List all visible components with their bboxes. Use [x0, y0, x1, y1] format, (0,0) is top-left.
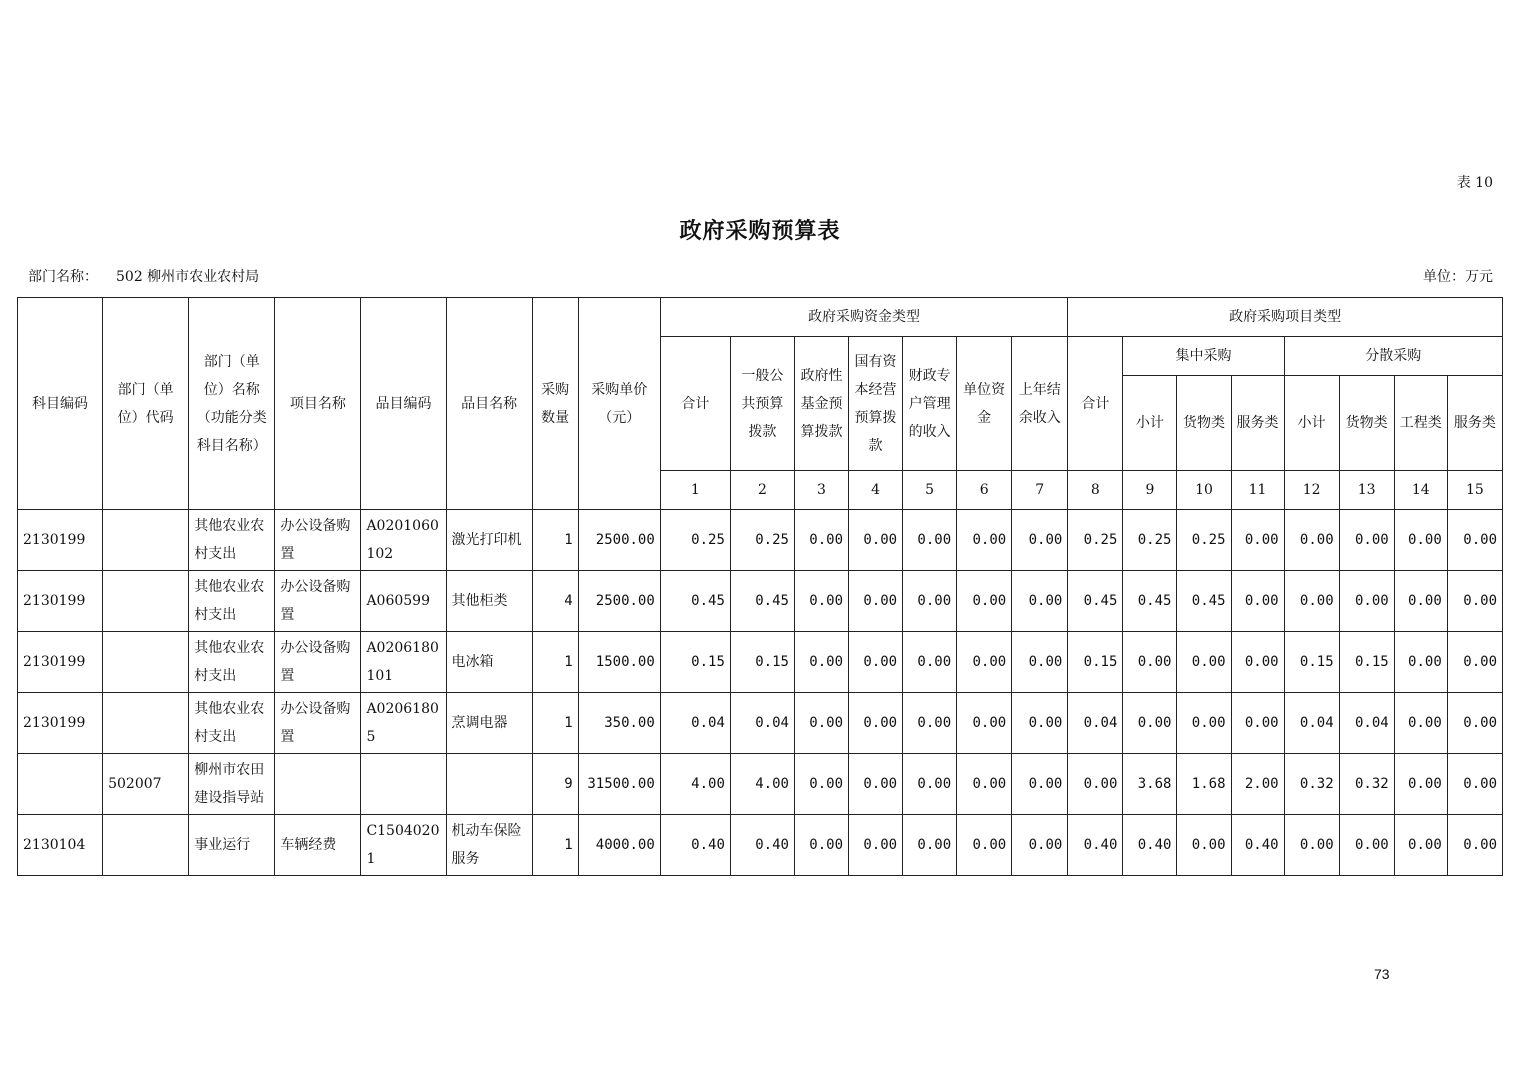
cell-amount-col-7: 0.00 — [1012, 571, 1068, 632]
cell-amount-col-6: 0.00 — [957, 571, 1012, 632]
cell-project-name: 办公设备购置 — [275, 510, 361, 571]
cell-amount-col-8: 0.15 — [1068, 632, 1123, 693]
cell-unit-price: 1500.00 — [578, 632, 660, 693]
cell-item-code — [361, 754, 446, 815]
cell-amount-col-4: 0.00 — [849, 815, 903, 876]
header-project-name: 项目名称 — [275, 298, 361, 510]
cell-amount-col-11: 0.00 — [1231, 510, 1284, 571]
cell-item-name: 烹调电器 — [446, 693, 532, 754]
page-title: 政府采购预算表 — [679, 218, 841, 244]
cell-quantity: 1 — [532, 815, 578, 876]
header-state-capital: 国有资本经营预算拨款 — [849, 337, 903, 471]
header-fiscal-account: 财政专户管理的收入 — [903, 337, 957, 471]
header-general-budget: 一般公共预算拨款 — [730, 337, 794, 471]
header-fund-total: 合计 — [660, 337, 730, 471]
cell-amount-col-4: 0.00 — [849, 754, 903, 815]
cell-quantity: 4 — [532, 571, 578, 632]
procurement-budget-table — [17, 297, 1503, 876]
cell-dept-code — [103, 693, 189, 754]
cell-amount-col-14: 0.00 — [1394, 632, 1447, 693]
cell-dept-name: 其他农业农村支出 — [189, 693, 275, 754]
cell-amount-col-4: 0.00 — [849, 571, 903, 632]
department-label: 部门名称： — [28, 269, 98, 285]
cell-amount-col-8: 0.40 — [1068, 815, 1123, 876]
column-number: 15 — [1447, 471, 1502, 510]
cell-subject-code: 2130199 — [18, 510, 103, 571]
cell-amount-col-15: 0.00 — [1447, 632, 1502, 693]
cell-dept-name: 事业运行 — [189, 815, 275, 876]
cell-amount-col-13: 0.00 — [1339, 510, 1394, 571]
cell-subject-code: 2130199 — [18, 693, 103, 754]
table-row — [18, 571, 1503, 632]
column-number: 14 — [1394, 471, 1447, 510]
header-dispersed-subtotal: 小计 — [1284, 376, 1339, 471]
column-number: 10 — [1177, 471, 1231, 510]
header-subject-code: 科目编码 — [18, 298, 103, 510]
cell-amount-col-6: 0.00 — [957, 815, 1012, 876]
header-project-total: 合计 — [1068, 337, 1123, 471]
column-number: 12 — [1284, 471, 1339, 510]
cell-item-name: 激光打印机 — [446, 510, 532, 571]
cell-amount-col-9: 0.40 — [1123, 815, 1177, 876]
column-number: 2 — [730, 471, 794, 510]
department-value: 502 柳州市农业农村局 — [116, 269, 260, 285]
cell-amount-col-4: 0.00 — [849, 510, 903, 571]
cell-amount-col-5: 0.00 — [903, 510, 957, 571]
cell-amount-col-9: 0.00 — [1123, 632, 1177, 693]
cell-amount-col-12: 0.00 — [1284, 815, 1339, 876]
cell-amount-col-5: 0.00 — [903, 815, 957, 876]
department-line — [28, 266, 277, 286]
cell-amount-col-13: 0.00 — [1339, 815, 1394, 876]
cell-amount-col-14: 0.00 — [1394, 754, 1447, 815]
cell-amount-col-1: 0.04 — [660, 693, 730, 754]
cell-amount-col-7: 0.00 — [1012, 632, 1068, 693]
column-number: 9 — [1123, 471, 1177, 510]
cell-amount-col-5: 0.00 — [903, 693, 957, 754]
cell-item-code: A0206180101 — [361, 632, 446, 693]
cell-amount-col-10: 0.00 — [1177, 693, 1231, 754]
column-number: 3 — [794, 471, 848, 510]
cell-amount-col-12: 0.32 — [1284, 754, 1339, 815]
cell-dept-name: 其他农业农村支出 — [189, 510, 275, 571]
cell-amount-col-6: 0.00 — [957, 754, 1012, 815]
cell-amount-col-2: 0.25 — [730, 510, 794, 571]
cell-amount-col-3: 0.00 — [794, 754, 848, 815]
header-prior-balance: 上年结余收入 — [1012, 337, 1068, 471]
cell-amount-col-15: 0.00 — [1447, 510, 1502, 571]
header-central-subtotal: 小计 — [1123, 376, 1177, 471]
cell-amount-col-2: 0.15 — [730, 632, 794, 693]
cell-project-name: 办公设备购置 — [275, 632, 361, 693]
cell-amount-col-8: 0.45 — [1068, 571, 1123, 632]
cell-amount-col-9: 0.25 — [1123, 510, 1177, 571]
cell-amount-col-4: 0.00 — [849, 693, 903, 754]
column-number: 8 — [1068, 471, 1123, 510]
cell-amount-col-15: 0.00 — [1447, 815, 1502, 876]
table-number: 表 10 — [1456, 175, 1493, 191]
column-number: 11 — [1231, 471, 1284, 510]
page-number: 73 — [1374, 966, 1390, 982]
header-project-type: 政府采购项目类型 — [1068, 298, 1503, 337]
cell-item-code: A0201060102 — [361, 510, 446, 571]
cell-amount-col-13: 0.00 — [1339, 571, 1394, 632]
cell-amount-col-2: 0.04 — [730, 693, 794, 754]
cell-item-code: A060599 — [361, 571, 446, 632]
cell-amount-col-13: 0.32 — [1339, 754, 1394, 815]
cell-amount-col-1: 4.00 — [660, 754, 730, 815]
cell-amount-col-14: 0.00 — [1394, 510, 1447, 571]
column-number: 6 — [957, 471, 1012, 510]
cell-quantity: 1 — [532, 693, 578, 754]
cell-amount-col-4: 0.00 — [849, 632, 903, 693]
cell-unit-price: 31500.00 — [578, 754, 660, 815]
cell-amount-col-2: 0.45 — [730, 571, 794, 632]
cell-amount-col-3: 0.00 — [794, 693, 848, 754]
cell-project-name: 车辆经费 — [275, 815, 361, 876]
cell-amount-col-13: 0.04 — [1339, 693, 1394, 754]
header-gov-fund: 政府性基金预算拨款 — [794, 337, 848, 471]
cell-item-name: 机动车保险服务 — [446, 815, 532, 876]
cell-amount-col-3: 0.00 — [794, 632, 848, 693]
cell-amount-col-9: 0.00 — [1123, 693, 1177, 754]
header-quantity: 采购数量 — [532, 298, 578, 510]
header-dispersed-services: 服务类 — [1447, 376, 1502, 471]
header-dispersed-goods: 货物类 — [1339, 376, 1394, 471]
cell-amount-col-7: 0.00 — [1012, 754, 1068, 815]
cell-amount-col-10: 0.25 — [1177, 510, 1231, 571]
cell-item-code: C15040201 — [361, 815, 446, 876]
column-number: 7 — [1012, 471, 1068, 510]
table-row — [18, 754, 1503, 815]
cell-project-name: 办公设备购置 — [275, 571, 361, 632]
cell-amount-col-11: 0.40 — [1231, 815, 1284, 876]
header-dept-name: 部门（单位）名称（功能分类科目名称） — [189, 298, 275, 510]
unit-label: 单位：万元 — [1423, 269, 1493, 285]
header-dispersed-works: 工程类 — [1394, 376, 1447, 471]
cell-amount-col-7: 0.00 — [1012, 815, 1068, 876]
cell-item-name — [446, 754, 532, 815]
header-dispersed-procurement: 分散采购 — [1284, 337, 1502, 376]
cell-dept-code — [103, 571, 189, 632]
cell-amount-col-1: 0.15 — [660, 632, 730, 693]
cell-amount-col-10: 0.00 — [1177, 815, 1231, 876]
cell-amount-col-9: 3.68 — [1123, 754, 1177, 815]
cell-amount-col-5: 0.00 — [903, 571, 957, 632]
cell-amount-col-12: 0.00 — [1284, 571, 1339, 632]
cell-amount-col-10: 0.00 — [1177, 632, 1231, 693]
column-number: 1 — [660, 471, 730, 510]
cell-item-name: 其他柜类 — [446, 571, 532, 632]
cell-amount-col-1: 0.45 — [660, 571, 730, 632]
cell-item-name: 电冰箱 — [446, 632, 532, 693]
cell-dept-name: 其他农业农村支出 — [189, 571, 275, 632]
cell-amount-col-8: 0.00 — [1068, 754, 1123, 815]
cell-amount-col-2: 4.00 — [730, 754, 794, 815]
cell-amount-col-3: 0.00 — [794, 815, 848, 876]
cell-dept-code: 502007 — [103, 754, 189, 815]
cell-amount-col-6: 0.00 — [957, 510, 1012, 571]
cell-amount-col-15: 0.00 — [1447, 571, 1502, 632]
cell-amount-col-7: 0.00 — [1012, 510, 1068, 571]
cell-amount-col-5: 0.00 — [903, 632, 957, 693]
cell-quantity: 1 — [532, 632, 578, 693]
cell-amount-col-5: 0.00 — [903, 754, 957, 815]
cell-amount-col-11: 2.00 — [1231, 754, 1284, 815]
table-row — [18, 510, 1503, 571]
header-dept-code: 部门（单位）代码 — [103, 298, 189, 510]
cell-amount-col-8: 0.04 — [1068, 693, 1123, 754]
table-row — [18, 632, 1503, 693]
header-item-code: 品目编码 — [361, 298, 446, 510]
cell-amount-col-13: 0.15 — [1339, 632, 1394, 693]
header-fund-type: 政府采购资金类型 — [660, 298, 1068, 337]
cell-dept-name: 其他农业农村支出 — [189, 632, 275, 693]
cell-amount-col-12: 0.04 — [1284, 693, 1339, 754]
cell-item-code: A02061805 — [361, 693, 446, 754]
cell-subject-code: 2130199 — [18, 571, 103, 632]
cell-amount-col-10: 1.68 — [1177, 754, 1231, 815]
cell-amount-col-6: 0.00 — [957, 693, 1012, 754]
cell-project-name — [275, 754, 361, 815]
cell-amount-col-11: 0.00 — [1231, 571, 1284, 632]
column-number: 4 — [849, 471, 903, 510]
header-item-name: 品目名称 — [446, 298, 532, 510]
cell-dept-code — [103, 510, 189, 571]
column-number: 13 — [1339, 471, 1394, 510]
cell-amount-col-11: 0.00 — [1231, 632, 1284, 693]
cell-quantity: 9 — [532, 754, 578, 815]
header-central-procurement: 集中采购 — [1123, 337, 1284, 376]
cell-amount-col-9: 0.45 — [1123, 571, 1177, 632]
cell-quantity: 1 — [532, 510, 578, 571]
column-number: 5 — [903, 471, 957, 510]
cell-amount-col-1: 0.25 — [660, 510, 730, 571]
cell-subject-code: 2130199 — [18, 632, 103, 693]
cell-unit-price: 4000.00 — [578, 815, 660, 876]
cell-amount-col-15: 0.00 — [1447, 754, 1502, 815]
cell-amount-col-3: 0.00 — [794, 571, 848, 632]
cell-subject-code: 2130104 — [18, 815, 103, 876]
cell-unit-price: 350.00 — [578, 693, 660, 754]
cell-amount-col-11: 0.00 — [1231, 693, 1284, 754]
cell-unit-price: 2500.00 — [578, 510, 660, 571]
header-unit-funds: 单位资金 — [957, 337, 1012, 471]
cell-dept-name: 柳州市农田建设指导站 — [189, 754, 275, 815]
cell-amount-col-12: 0.00 — [1284, 510, 1339, 571]
cell-amount-col-14: 0.00 — [1394, 815, 1447, 876]
cell-amount-col-14: 0.00 — [1394, 693, 1447, 754]
cell-amount-col-2: 0.40 — [730, 815, 794, 876]
cell-amount-col-6: 0.00 — [957, 632, 1012, 693]
cell-dept-code — [103, 632, 189, 693]
cell-dept-code — [103, 815, 189, 876]
cell-amount-col-7: 0.00 — [1012, 693, 1068, 754]
header-unit-price: 采购单价（元） — [578, 298, 660, 510]
cell-amount-col-12: 0.15 — [1284, 632, 1339, 693]
cell-amount-col-8: 0.25 — [1068, 510, 1123, 571]
table-row — [18, 693, 1503, 754]
cell-subject-code — [18, 754, 103, 815]
cell-amount-col-15: 0.00 — [1447, 693, 1502, 754]
header-central-services: 服务类 — [1231, 376, 1284, 471]
cell-amount-col-3: 0.00 — [794, 510, 848, 571]
cell-project-name: 办公设备购置 — [275, 693, 361, 754]
cell-amount-col-1: 0.40 — [660, 815, 730, 876]
header-central-goods: 货物类 — [1177, 376, 1231, 471]
cell-amount-col-10: 0.45 — [1177, 571, 1231, 632]
cell-unit-price: 2500.00 — [578, 571, 660, 632]
cell-amount-col-14: 0.00 — [1394, 571, 1447, 632]
table-row — [18, 815, 1503, 876]
